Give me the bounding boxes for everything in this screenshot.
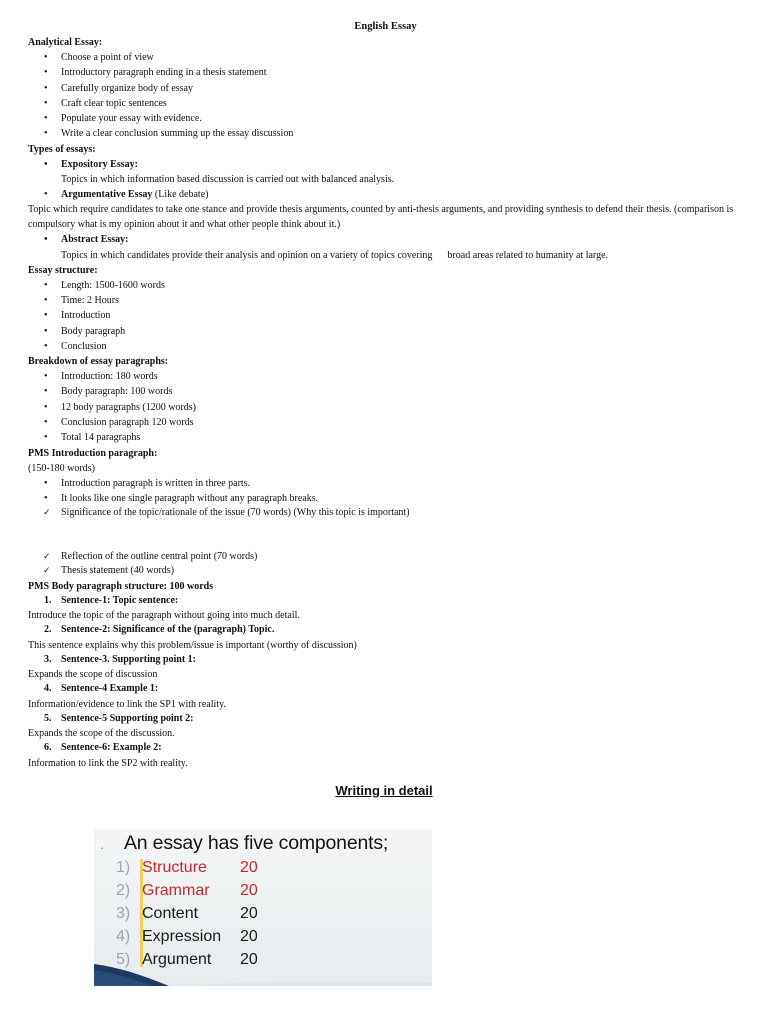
list-item: • Time: 2 Hours [28, 293, 743, 308]
sentence-desc: Expands the scope of discussion [28, 669, 158, 681]
list-item: • Conclusion paragraph 120 words [28, 415, 743, 430]
document-title: English Essay [354, 21, 417, 32]
component-number: 5) [116, 951, 131, 968]
list-item: • Introduction: 180 words [28, 369, 743, 384]
breakdown-heading: Breakdown of essay paragraphs: [28, 356, 169, 368]
sentence-6 [28, 741, 743, 756]
list-item: • 12 body paragraphs (1200 words) [28, 400, 743, 415]
sentence-1 [28, 594, 743, 609]
sentence-label [28, 682, 743, 697]
sentence-4 [28, 682, 743, 697]
component-number: 4) [116, 928, 131, 945]
sentence-label [28, 741, 743, 756]
sentence-text: Sentence-3. Supporting point 1: [61, 653, 197, 665]
list-item: • Populate your essay with evidence. [28, 111, 743, 126]
component-row [116, 927, 258, 947]
sentence-desc: Information/evidence to link the SP1 with reality. [28, 698, 226, 710]
bullet-icon: · [100, 839, 105, 855]
sentence-text: Sentence-5 Supporting point 2: [61, 712, 194, 724]
document-page [28, 19, 743, 771]
sentence-number: 4. [44, 683, 52, 695]
check-item: ✓ Thesis statement (40 words) [28, 564, 743, 579]
analytical-list [28, 50, 743, 142]
component-label: Content [142, 905, 199, 922]
component-number: 3) [116, 905, 131, 922]
sentence-number: 1. [44, 594, 52, 606]
component-label: Structure [142, 859, 207, 876]
list-item: • Carefully organize body of essay [28, 81, 743, 96]
sentence-number: 6. [44, 742, 52, 754]
list-item: • Craft clear topic sentences [28, 96, 743, 111]
argumentative-text: Topic which require candidates to take one stance and provide thesis arguments, counted by anti-thesis arguments, and providing synthesis to defend their thesis. (comparison is compulsory what is my opinion about it and what other people think about it.) [28, 204, 734, 231]
list-item: • Body paragraph: 100 words [28, 384, 743, 399]
sentence-desc: Expands the scope of the discussion. [28, 728, 175, 740]
component-label: Expression [142, 928, 222, 945]
sentence-text: Sentence-6: Example 2: [61, 742, 162, 754]
swoosh-decoration [94, 956, 432, 986]
pms-intro-checks [28, 506, 743, 521]
abstract-label: • Abstract Essay: [28, 232, 743, 247]
pms-intro-subtext: (150-180 words) [28, 462, 95, 474]
sentence-number: 5. [44, 712, 52, 724]
writing-in-detail-heading: Writing in detail [335, 783, 433, 798]
pms-intro-heading: PMS Introduction paragraph: [28, 447, 158, 459]
list-item: • Length: 1500-1600 words [28, 278, 743, 293]
expository-label: • Expository Essay: [28, 157, 743, 172]
sentence-text: Sentence-2: Significance of the (paragraph) Topic. [61, 624, 275, 636]
types-list-2 [28, 187, 743, 202]
component-row [116, 858, 258, 878]
component-label: Argument [142, 951, 212, 968]
sentence-number: 2. [44, 624, 52, 636]
check-item: ✓ Significance of the topic/rationale of the issue (70 words) (Why this topic is important) [28, 506, 743, 521]
expository-text: Topics in which information based discussion is carried out with balanced analysis. [61, 174, 395, 186]
spacer [28, 521, 743, 550]
component-row [116, 904, 258, 924]
sentence-label [28, 712, 743, 727]
list-item: • Body paragraph [28, 324, 743, 339]
structure-list [28, 278, 743, 354]
pms-body-list [28, 594, 743, 771]
pms-intro-list [28, 476, 743, 507]
sentence-number: 3. [44, 653, 52, 665]
sentence-desc: Introduce the topic of the paragraph without going into much detail. [28, 610, 300, 622]
list-item: • Introduction paragraph is written in three parts. [28, 476, 743, 491]
list-item: • Choose a point of view [28, 50, 743, 65]
check-item: ✓ Reflection of the outline central point (70 words) [28, 550, 743, 565]
sentence-5 [28, 712, 743, 727]
image-title: An essay has five components; [124, 832, 389, 854]
component-value: 20 [240, 928, 258, 945]
sentence-text: Sentence-1: Topic sentence: [61, 594, 179, 606]
list-item: • Introduction [28, 308, 743, 323]
analytical-heading: Analytical Essay: [28, 37, 103, 48]
component-row [116, 881, 258, 901]
sentence-label [28, 653, 743, 668]
argumentative-suffix: (Like debate) [152, 189, 209, 201]
components-image [94, 829, 432, 986]
types-list [28, 157, 743, 172]
sentence-2 [28, 623, 743, 638]
pms-body-heading: PMS Body paragraph structure: 100 words [28, 580, 214, 592]
component-value: 20 [240, 882, 258, 899]
sentence-desc: This sentence explains why this problem/issue is important (worthy of discussion) [28, 639, 357, 651]
argumentative-item [28, 187, 743, 202]
sentence-desc: Information to link the SP2 with reality. [28, 757, 188, 769]
structure-heading: Essay structure: [28, 264, 98, 276]
component-value: 20 [240, 905, 258, 922]
list-item: • Write a clear conclusion summing up the essay discussion [28, 126, 743, 141]
sentence-text: Sentence-4 Example 1: [61, 683, 159, 695]
pms-intro-checks-2 [28, 550, 743, 579]
component-number: 1) [116, 859, 131, 876]
list-item: • Conclusion [28, 339, 743, 354]
types-list-3 [28, 232, 743, 247]
list-item: • It looks like one single paragraph without any paragraph breaks. [28, 491, 743, 506]
sentence-label [28, 623, 743, 638]
list-item: • Total 14 paragraphs [28, 430, 743, 445]
component-number: 2) [116, 882, 131, 899]
breakdown-list [28, 369, 743, 445]
sentence-label [28, 594, 743, 609]
component-value: 20 [240, 951, 258, 968]
abstract-text: Topics in which candidates provide their analysis and opinion on a variety of topics covering broad areas related to humanity at large. [61, 249, 609, 261]
list-item: • Introductory paragraph ending in a thesis statement [28, 65, 743, 80]
component-label: Grammar [142, 882, 210, 899]
component-value: 20 [240, 859, 258, 876]
argumentative-label: Argumentative Essay [61, 189, 153, 201]
sentence-3 [28, 653, 743, 668]
types-heading: Types of essays: [28, 143, 96, 155]
